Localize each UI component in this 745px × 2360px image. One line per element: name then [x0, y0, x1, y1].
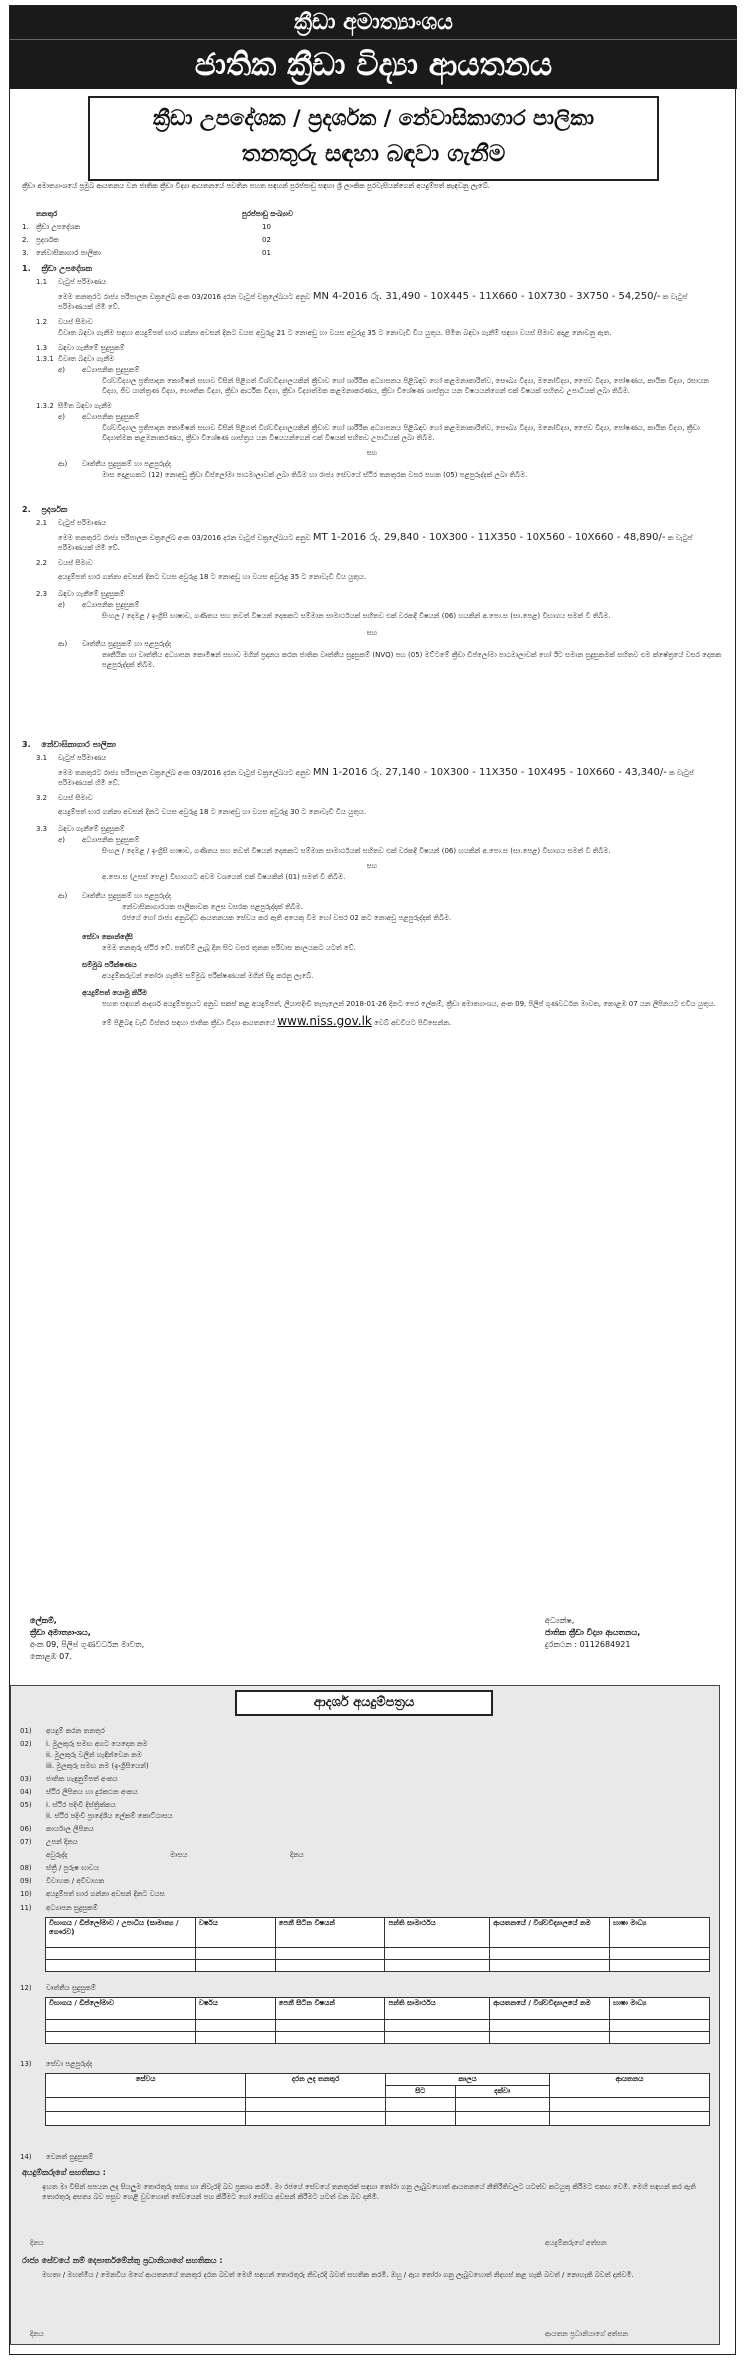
professional-qualification-text: මාස දොළහකට (12) නොඅඩු ක්‍රීඩා ඩිප්ලෝමා පාඨමාලාවක් ලබා තිබීම හා රාජ්‍ය සේවයේ ස්ථිර තනතුරක වසර පහක (05) පළපුරුද්දක් ලබා තිබීම.	[102, 471, 528, 479]
secretary-city: කොළඹ 07.	[30, 1652, 72, 1661]
and-separator: සහ	[366, 862, 378, 870]
field-label: ස්ත්‍රී / පුරුෂ භාවය	[46, 1864, 99, 1872]
item-heading: අධ්‍යාපනික සුදුසුකම්	[82, 366, 140, 374]
institute-header: ජාතික ක්‍රීඩා විද්‍යා ආයතනය	[10, 39, 737, 89]
section-number: 2.	[22, 505, 31, 514]
section-number: 1.	[22, 264, 31, 273]
post-count: 02	[262, 236, 271, 244]
item-heading: බඳවා ගැනීමේ සුදුසුකම්	[58, 344, 125, 352]
table-header: පෙනී සිටින විෂයන්	[275, 1918, 385, 1948]
section-title: ප්‍රදර්ශක	[41, 505, 68, 514]
item-letter: ආ)	[58, 892, 68, 900]
item-heading: අධ්‍යාපනික සුදුසුකම්	[82, 601, 140, 609]
salary-text: මෙම තනතුරට රාජ්‍ය පරිපාලන චක්‍රලේඛ අංක 03/2016 දරන වැටුප් චක්‍රලේඛයට අනුව	[58, 769, 311, 777]
posts-col-name: තනතුර	[36, 210, 58, 218]
secretary-org: ක්‍රීඩා අමාත්‍යාංශය,	[30, 1628, 91, 1637]
interview-text: අයදුම්කරුවන් තෝරා ගැනීම සම්මුඛ පරීක්ෂණයක් මගින් සිදු කරනු ලැබේ.	[102, 972, 314, 980]
item-heading: වෘත්තීය සුදුසුකම් හා පළපුරුද්ද	[82, 892, 172, 900]
field-label: විවාහක / අවිවාහක	[46, 1877, 105, 1885]
head-date[interactable]: දිනය	[30, 2330, 44, 2338]
item-heading: වෘත්තීය සුදුසුකම් හා පළපුරුද්ද	[82, 460, 172, 468]
row-number: 3.	[22, 249, 29, 257]
item-number: 1.3.2	[36, 402, 54, 410]
item-letter: අ)	[58, 413, 66, 421]
row-number: 2.	[22, 236, 29, 244]
table-header: දක්වා	[455, 2086, 549, 2098]
application-submission-text: පහත සඳහන් ආදර්ශ අයදුම්පත්‍රයට අනුව සකස් කළ අයදුම්පත්, ලියාපදිංචි තැපෑලෙන් 2018-01-26 දිනට පෙර ලේකම්, ක්‍රීඩා අමාත්‍යාංශය, අංක 09, පිලිප් ගුණවර්ධන මාවත, කොළඹ 07 යන ලිපිනයට එවිය යුතුය.	[102, 1000, 716, 1008]
item-heading: සීමිත බඳවා ගැනීම	[58, 402, 112, 410]
declaration-heading: අයදුම්කරුගේ සහතිකය :	[22, 2168, 106, 2177]
professional-qualification-text: තෘතීයික හා වෘත්තීය අධ්‍යාපන කොමිෂන් සභාව මගින් ප්‍රදානය කරන ජාතික වෘත්තීය සුදුසුකම් (NVQ) පහ (05) මට්ටමේ ක්‍රීඩා ඩිප්ලෝමා පාඨමාලාවක් හෝ ඊට සමාන සුදුසුකමක් සහිතව එම ක්ෂේත්‍රයේ වසර දෙකක පළපුරුද්දක් තිබීම.	[102, 651, 722, 669]
item-number: 2.1	[36, 519, 48, 527]
head-signature[interactable]: ආයතන ප්‍රධානියාගේ අත්සන	[545, 2330, 629, 2338]
table-header: සේවය	[46, 2074, 246, 2098]
item-heading: සේවා කොන්දේසි	[82, 933, 133, 941]
item-number: 2.3	[36, 590, 48, 598]
table-header: විභාගය / ඩිප්ලෝමාව	[46, 1998, 196, 2020]
age-text: අයදුම්පත් භාර ගන්නා අවසන් දිනට වයස අවුරුදු 18 ට නොඅඩු හා වයස අවුරුදු 30 ට නොවැඩි විය යුතුය.	[58, 808, 367, 816]
field-label: ii. මුලකුරු වලින් හැඳින්වෙන නම	[46, 1751, 142, 1759]
and-separator: සහ	[366, 449, 378, 457]
field-number: 07)	[20, 1838, 32, 1846]
posts-col-count: පුරප්පාඩු සංඛ්‍යාව	[242, 210, 294, 218]
director-signature-block	[545, 1615, 640, 1651]
website-link[interactable]: www.niss.gov.lk	[277, 1014, 372, 1028]
table-header: පන්ති සාමාර්ථය	[385, 1998, 490, 2020]
item-number: 1.3.1	[36, 355, 54, 363]
item-heading: වැටුප් පරිමාණය	[58, 519, 107, 527]
post-name: නේවාසිකාගාර පාලිකා	[36, 249, 101, 257]
field-number: 01)	[20, 1727, 32, 1735]
and-separator: සහ	[366, 629, 378, 637]
service-conditions-text: මෙම තනතුරු ස්ථිර වේ. පත්වීම් ලැබූ දින සිට වසර තුනක පරිවාස කාලයකට යටත් වේ.	[102, 944, 356, 952]
item-heading: විවෘත බඳවා ගැනීම	[58, 355, 115, 363]
vacancy-title-box	[88, 96, 659, 181]
table-header: වර්ෂය	[195, 1918, 275, 1948]
item-number: 1.1	[36, 278, 48, 286]
posts-row	[22, 223, 322, 236]
field-label: දිනය	[290, 1851, 304, 1859]
table-row[interactable]	[46, 2112, 710, 2126]
field-number: 10)	[20, 1890, 32, 1898]
applicant-declaration	[22, 2168, 712, 2202]
applicant-signature[interactable]: අයදුම්කරුගේ අත්සන	[545, 2239, 607, 2247]
salary-end: ක වැටුප් පරිමාණයක් හිමි වේ.	[58, 534, 693, 552]
item-heading: අයදුම්පත් යොමු කිරීම	[82, 989, 147, 997]
table-row[interactable]	[46, 2032, 710, 2044]
field-number: 11)	[20, 1904, 32, 1912]
field-label: i. මුලකුරු සමඟ අගට යෙදෙන නම	[46, 1740, 148, 1748]
field-label: iii. මුලකුරු සමඟ නම (ඉංග්‍රීසියෙන්)	[46, 1762, 149, 1770]
field-label: අධ්‍යාපන සුදුසුකම්	[46, 1904, 98, 1912]
field-label: මාසය	[170, 1851, 188, 1859]
edu-qualification-text: විශ්වවිද්‍යාල ප්‍රතිපාදන කොමිෂන් සභාව විසින් පිළිගත් විශ්වවිද්‍යාලයකින් ක්‍රීඩාව හෝ ශාරීරික අධ්‍යාපනය පිළිබඳව හෝ කළමනාකාරිත්ව, සෞඛ්‍ය විද්‍යා, මනෝවිද්‍යා, ජෛව විද්‍යා, පෝෂණය, කායික විද්‍යා, රසායන විද්‍යා, ජීව යාන්ත්‍රණ විද්‍යා, භෞතික විද්‍යා, ක්‍රීඩා ආර්ථික විද්‍යා, ක්‍රීඩා විද්‍යාත්මක කළමනාකරණය, ක්‍රීඩා විශේෂණ ශාස්ත්‍රය යන විෂයයන්ගෙන් එක් විෂයක් සහිතව උපාධියක් ලබා තිබීම.	[102, 377, 709, 395]
salary-text: මෙම තනතුරට රාජ්‍ය පරිපාලන චක්‍රලේඛ අංක 03/2016 දරන වැටුප් චක්‍රලේඛයට අනුව	[58, 534, 311, 542]
field-number: 12)	[20, 1984, 32, 1992]
section-hostel-warden	[22, 740, 722, 1029]
item-number: 3.1	[36, 754, 48, 762]
secretary-title: ලේකම්,	[30, 1616, 57, 1625]
field-number: 13)	[20, 2060, 32, 2068]
item-letter: අ)	[58, 836, 66, 844]
table-header: වර්ෂය	[195, 1998, 275, 2020]
field-number: 08)	[20, 1864, 32, 1872]
table-row[interactable]	[46, 1948, 710, 1960]
secretary-address: අංක 09, පිලිප් ගුණවර්ධන මාවත,	[30, 1640, 145, 1649]
table-header: පෙනී සිටින විෂයන්	[275, 1998, 385, 2020]
item-heading: අධ්‍යාපනික සුදුසුකම්	[82, 413, 140, 421]
table-header: සිට	[386, 2086, 456, 2098]
item-heading: බඳවා ගැනීමේ සුදුසුකම්	[58, 590, 125, 598]
item-number: 1.2	[36, 318, 48, 326]
experience-ii: රජයේ හෝ රාජ්‍ය අනුබද්ධ ආයතනයක සේවය කර ඇති අයෙකු වීම හෝ වසර 02 කට නොඅඩු පළපුරුද්දක් තිබීම.	[122, 914, 452, 922]
post-name: ක්‍රීඩා උපදේශක	[36, 223, 81, 231]
table-header: භාෂා මාධ්‍ය	[610, 1998, 710, 2020]
section-sports-advisor	[22, 264, 722, 482]
item-number: 3.2	[36, 794, 48, 802]
field-label: ජාතික හැඳුනුම්පත් අංකය	[46, 1775, 118, 1783]
item-heading: අධ්‍යාපනික සුදුසුකම්	[82, 836, 140, 844]
applicant-date[interactable]: දිනය	[30, 2239, 44, 2247]
table-header: ආයතනය	[550, 2074, 710, 2098]
item-heading: වයස් සීමාව	[58, 794, 93, 802]
website-end: වෙබ් අඩවියට පිවිසෙන්න.	[374, 1019, 452, 1027]
table-header: භාෂා මාධ්‍ය	[610, 1918, 710, 1948]
field-number: 03)	[20, 1775, 32, 1783]
item-letter: අ)	[58, 366, 66, 374]
posts-row	[22, 249, 322, 262]
age-text: අයදුම්පත් භාර ගන්නා අවසන් දිනට වයස අවුරුදු 18 ට නොඅඩු හා වයස අවුරුදු 35 ට නොවැඩි විය යුතුය.	[58, 573, 367, 581]
secretary-signature-block	[30, 1615, 144, 1663]
field-label: ස්ථිර ලිපිනය හා දුරකථන අංකය	[46, 1788, 138, 1796]
ministry-header: ක්‍රීඩා අමාත්‍යාංශය	[10, 6, 737, 39]
certificate-heading: රාජ්‍ය සේවයේ නම් දෙපාර්තමේන්තු ප්‍රධානියාගේ සහතිකය :	[22, 2256, 223, 2265]
declaration-text: ඉහත මා විසින් සපයන ලද සියලුම තොරතුරු සත්‍ය හා නිවැරදි බව ප්‍රකාශ කරමි. මා රජයේ සේවයේ තනතුරක් සඳහා තෝරා ගනු ලැබුවහොත් ආයතනයේ නීතිරීතිවලට යටත්ව කටයුතු කිරීමට එකඟ වෙමි. මෙහි සඳහන් කර ඇති තොරතුරු අසත්‍ය බව පසුව හෙළි වුවහොත් සේවයෙන් පහ කිරීමට හෝ සේවය අවසන් කිරීමට යටත් වන බව දනිමි.	[42, 2183, 696, 2201]
field-label: අයදුම්පත් භාර ගන්නා අවසන් දිනට වයස	[46, 1890, 165, 1898]
director-phone: දුරකථන : 0112684921	[545, 1640, 631, 1649]
section-title: ක්‍රීඩා උපදේශක	[41, 264, 92, 273]
table-header: දරන ලද තනතුර	[246, 2074, 386, 2098]
item-number: 3.3	[36, 825, 48, 833]
field-label: වෙනත් සුදුසුකම්	[46, 2153, 94, 2161]
website-text: මේ පිළිබඳ වැඩි විස්තර සඳහා ජාතික ක්‍රීඩා විද්‍යා ආයතනයේ	[102, 1019, 275, 1027]
edu-qualification-text: විශ්වවිද්‍යාල ප්‍රතිපාදන කොමිෂන් සභාව විසින් පිළිගත් විශ්වවිද්‍යාලයකින් ක්‍රීඩාව හෝ ශාරීරික අධ්‍යාපනය පිළිබඳව හෝ කළමනාකාරිත්ව, සෞඛ්‍ය විද්‍යා, මනෝවිද්‍යා, ජෛව විද්‍යා, පෝෂණය, කායික විද්‍යා, ක්‍රීඩා විද්‍යාත්මක කළමනාකරණය, ක්‍රීඩා විශේෂණ ශාස්ත්‍රය යන විෂයයන්ගෙන් එක් විෂයක් සහිතව උපාධියක් ලබා තිබීම.	[102, 424, 700, 442]
field-number: 04)	[20, 1788, 32, 1796]
item-letter: ආ)	[58, 460, 68, 468]
table-row[interactable]	[46, 2098, 710, 2112]
item-heading: සම්මුඛ පරීක්ෂණය	[82, 961, 137, 969]
field-label: i. ස්ථිර පදිංචි දිස්ත්‍රික්කය	[46, 1801, 116, 1809]
post-count: 10	[262, 223, 271, 231]
edu-qualification-text: සිංහල / දෙමළ / ඉංග්‍රීසි භාෂාව, ගණිතය සහ තවත් විෂයන් දෙකකට සම්මාන සාමාර්ථයක් සහිතව එක් වරකදී විෂයන් (06) හයකින් අ.පො.ස (සා.පෙළ) විභාගය සමත් වී තිබීම.	[102, 612, 611, 620]
education-table[interactable]	[45, 1917, 710, 1972]
field-label: වෘත්තීය සුදුසුකම්	[46, 1984, 96, 1992]
item-heading: බඳවා ගැනීමේ සුදුසුකම්	[58, 825, 125, 833]
section-title: නේවාසිකාගාර පාලිකා	[41, 740, 116, 749]
salary-end: ක වැටුප් පරිමාණයක් හිමි වේ.	[58, 769, 694, 787]
experience-table[interactable]	[45, 2073, 710, 2126]
salary-text: මෙම තනතුරට රාජ්‍ය පරිපාලන චක්‍රලේඛ අංක 03/2016 දරන වැටුප් චක්‍රලේඛයට අනුව	[58, 293, 311, 301]
vacancy-title: ක්‍රීඩා උපදේශක / ප්‍රදර්ශක / නේවාසිකාගාර පාලිකා	[152, 106, 595, 130]
salary-end: ක වැටුප් පරිමාණයක් හිමි වේ.	[58, 293, 688, 311]
item-heading: වැටුප් පරිමාණය	[58, 754, 107, 762]
salary-scale: MN 1-2016 රු. 27,140 - 10X300 - 11X350 - 10X495 - 10X660 - 43,340/-	[312, 767, 667, 778]
item-heading: වෘත්තීය සුදුසුකම් හා පළපුරුද්ද	[82, 640, 172, 648]
table-header: ආයතනයේ / විශ්වවිද්‍යාලයේ නම	[490, 1918, 610, 1948]
posts-row	[22, 236, 322, 249]
field-label: ii. ස්ථිර පදිංචි ප්‍රාදේශීය ලේකම් කොට්ඨාසය	[46, 1812, 173, 1820]
head-of-department-certificate	[22, 2256, 712, 2280]
table-row[interactable]	[46, 2020, 710, 2032]
field-number: 05)	[20, 1801, 32, 1809]
table-header: කාලය	[386, 2074, 550, 2086]
field-number: 14)	[20, 2153, 32, 2161]
item-heading: වයස් සීමාව	[58, 559, 93, 567]
experience-i: නේවාසිකාගාරයක පාලිකාවක ලෙස වසරක පළපුරුද්දක් තිබීම.	[122, 903, 303, 911]
item-heading: වැටුප් පරිමාණය	[58, 278, 107, 286]
item-letter: ආ)	[58, 640, 68, 648]
table-header: පන්ති සාමාර්ථය	[385, 1918, 490, 1948]
row-number: 1.	[22, 223, 29, 231]
field-label: සේවා පළපුරුද්ද	[46, 2060, 93, 2068]
field-number: 09)	[20, 1877, 32, 1885]
table-row[interactable]	[46, 1960, 710, 1972]
item-heading: වයස් සීමාව	[58, 318, 93, 326]
certificate-text: මහතා / මහත්මිය / මෙනවිය මගේ ආයතනයේ තනතුර දරන බවත් මෙහි සඳහන් තොරතුරු නිවැරදි බවත් සහතික කරමි. ඔහු / ඇය තෝරා ගනු ලැබුවහොත් නිදහස් කළ හැකි බවත් / නොහැකි බවත් දන්වමි.	[42, 2271, 634, 2279]
table-header: ආයතනයේ / විශ්වවිද්‍යාලයේ නම	[490, 1998, 610, 2020]
salary-scale: MN 4-2016 රු. 31,490 - 10X445 - 11X660 - 10X730 - 3X750 - 54,250/-	[312, 291, 661, 302]
field-label: උපන් දිනය	[46, 1838, 78, 1846]
table-header: විභාගය / ඩිප්ලෝමාව / උපාධිය (සාමාන්‍ය / ගෞරව)	[46, 1918, 196, 1948]
professional-table[interactable]	[45, 1997, 710, 2044]
field-number: 02)	[20, 1740, 32, 1748]
field-number: 06)	[20, 1825, 32, 1833]
item-number: 2.2	[36, 559, 48, 567]
edu-qualification-text-2: අ.පො.ස (උසස් පෙළ) විභාගයට අවම වශයෙන් එක් විෂයකින් (01) සමත් වී තිබීම.	[102, 873, 346, 881]
section-number: 3.	[22, 740, 31, 749]
item-number: 1.3	[36, 344, 48, 352]
field-label: අවුරුද්ද	[46, 1851, 68, 1859]
section-demonstrator	[22, 505, 722, 670]
item-letter: අ)	[58, 601, 66, 609]
field-label: කාර්යාල ලිපිනය	[46, 1825, 94, 1833]
salary-scale: MT 1-2016 රු. 29,840 - 10X300 - 11X350 - 10X560 - 10X660 - 48,890/-	[312, 532, 666, 543]
director-org: ජාතික ක්‍රීඩා විද්‍යා ආයතනය,	[545, 1628, 641, 1637]
director-title: අධ්‍යක්ෂ,	[545, 1616, 575, 1625]
intro-paragraph: ක්‍රීඩා අමාත්‍යාංශයේ ප්‍රමුඛ ආයතනය වන ජාතික ක්‍රීඩා විද්‍යා ආයතනයේ පවතින පහත සඳහන් පුරප්පාඩු සඳහා ශ්‍රී ලාංකික පුරවැසියන්ගෙන් අයදුම්පත් කැඳවනු ලැබේ.	[22, 182, 490, 190]
vacancy-subtitle: තනතුරු සඳහා බඳවා ගැනීම	[241, 141, 506, 167]
application-form-title: ආදර්ශ අයදුම්පත්‍රය	[235, 1690, 493, 1716]
post-count: 01	[262, 249, 271, 257]
posts-table	[22, 210, 322, 262]
edu-qualification-text: සිංහල / දෙමළ / ඉංග්‍රීසි භාෂාව, ගණිතය සහ තවත් විෂයන් දෙකකට සම්මාන සාමාර්ථයක් සහිතව එක් වරකදී විෂයන් (06) හයකින් අ.පො.ස (සා.පෙළ) විභාගය සමත් වී තිබීම.	[102, 847, 611, 855]
post-name: ප්‍රදර්ශක	[36, 236, 59, 244]
field-label: අයදුම් කරන තනතුර	[46, 1727, 105, 1735]
age-text: විවෘත බඳවා ගැනීම සඳහා අයදුම්පත් භාර ගන්නා අවසන් දිනට වයස අවුරුදු 21 ට නොඅඩු හා වයස අවුරුදු 35 ට නොවැඩි විය යුතුය. සීමිත බඳවා ගැනීම් සඳහා වයස් සීමාව අදාළ නොවනු ඇත.	[58, 329, 612, 337]
